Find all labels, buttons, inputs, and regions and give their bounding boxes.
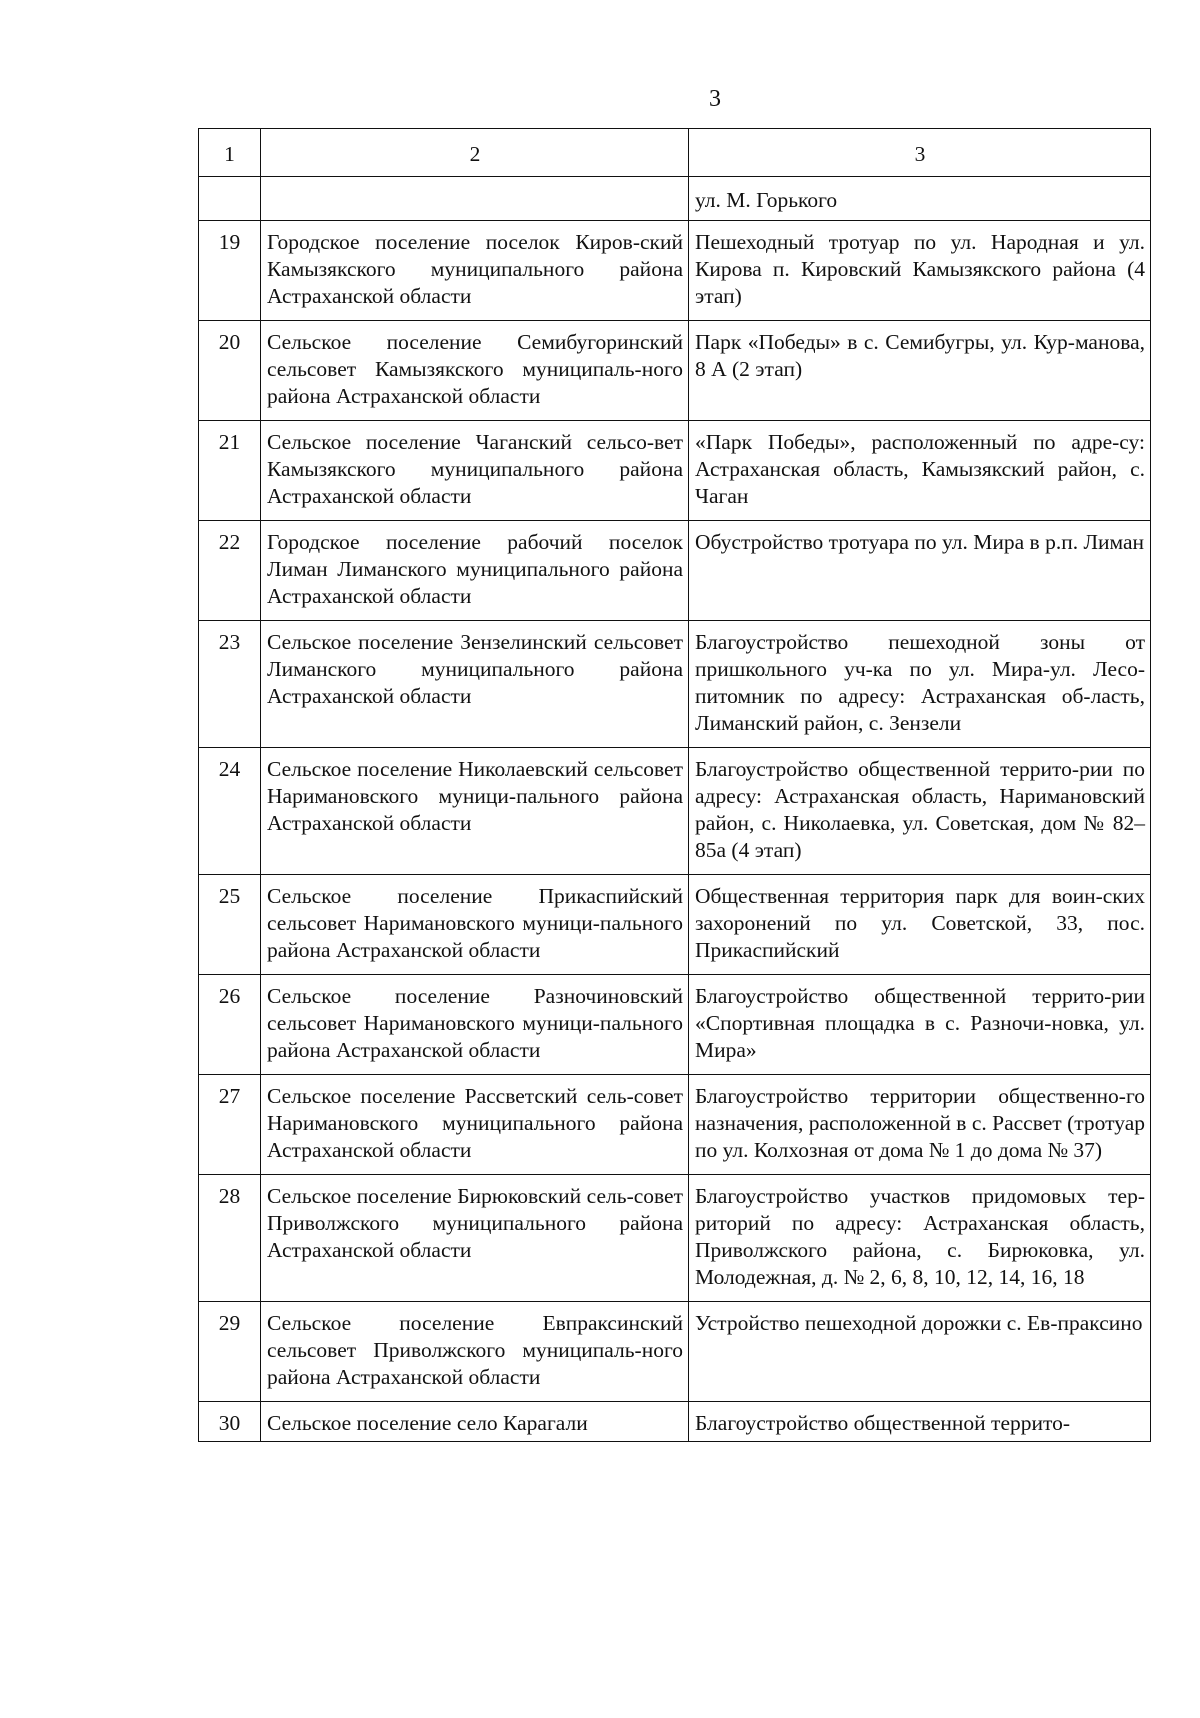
table-row (199, 221, 1151, 321)
municipality-cell: Сельское поселение село Карагали (261, 1402, 689, 1442)
page-number: 3 (709, 86, 721, 112)
municipality-cell: Сельское поселение Семибугоринский сельсовет Камызякского муниципаль-ного района Астраханской области (261, 321, 689, 421)
object-cell: Общественная территория парк для воин-ских захоронений по ул. Советской, 33, пос. Прикаспийский (689, 875, 1151, 975)
table-row (199, 975, 1151, 1075)
object-cell: Благоустройство пешеходной зоны от пришкольного уч-ка по ул. Мира-ул. Лесо-питомник по адресу: Астраханская об-ласть, Лиманский район, с. Зензели (689, 621, 1151, 748)
row-number: 23 (199, 621, 261, 748)
municipality-cell: Сельское поселение Евпраксинский сельсовет Приволжского муниципаль-ного района Астраханской области (261, 1302, 689, 1402)
row-number: 21 (199, 421, 261, 521)
object-cell: Парк «Победы» в с. Семибугры, ул. Кур-манова, 8 А (2 этап) (689, 321, 1151, 421)
table-row (199, 875, 1151, 975)
table-row (199, 621, 1151, 748)
column-header-2: 2 (261, 129, 689, 177)
column-header-1: 1 (199, 129, 261, 177)
municipality-cell: Сельское поселение Николаевский сельсовет Наримановского муници-пального района Астраханской области (261, 748, 689, 875)
row-number: 30 (199, 1402, 261, 1442)
object-cell: Благоустройство общественной террито-рии «Спортивная площадка в с. Разночи-новка, ул. Мира» (689, 975, 1151, 1075)
municipality-cell: Городское поселение рабочий поселок Лиман Лиманского муниципального района Астраханской области (261, 521, 689, 621)
municipality-cell: Сельское поселение Чаганский сельсо-вет Камызякского муниципального района Астраханской области (261, 421, 689, 521)
table-row (199, 1175, 1151, 1302)
municipality-cell (261, 177, 689, 221)
municipality-cell: Сельское поселение Разночиновский сельсовет Наримановского муници-пального района Астраханской области (261, 975, 689, 1075)
object-cell: Благоустройство общественной террито- (689, 1402, 1151, 1442)
table-row (199, 748, 1151, 875)
municipality-cell: Сельское поселение Зензелинский сельсовет Лиманского муниципального района Астраханской области (261, 621, 689, 748)
table-row (199, 521, 1151, 621)
row-number: 27 (199, 1075, 261, 1175)
object-cell: Благоустройство общественной террито-рии по адресу: Астраханская область, Наримановский район, с. Николаевка, ул. Советская, дом № 82–85а (4 этап) (689, 748, 1151, 875)
table-row-continuation (199, 177, 1151, 221)
municipality-cell: Сельское поселение Прикаспийский сельсовет Наримановского муници-пального района Астраханской области (261, 875, 689, 975)
table-header-row (199, 129, 1151, 177)
object-cell: Пешеходный тротуар по ул. Народная и ул. Кирова п. Кировский Камызякского района (4 этап) (689, 221, 1151, 321)
row-number (199, 177, 261, 221)
table-row (199, 421, 1151, 521)
row-number: 29 (199, 1302, 261, 1402)
row-number: 25 (199, 875, 261, 975)
municipality-cell: Сельское поселение Рассветский сель-совет Наримановского муниципального района Астраханской области (261, 1075, 689, 1175)
table-row (199, 321, 1151, 421)
row-number: 26 (199, 975, 261, 1075)
object-cell: Обустройство тротуара по ул. Мира в р.п. Лиман (689, 521, 1151, 621)
object-cell: Благоустройство территории общественно-го назначения, расположенной в с. Рассвет (тротуар по ул. Колхозная от дома № 1 до дома № 37) (689, 1075, 1151, 1175)
row-number: 24 (199, 748, 261, 875)
object-cell: «Парк Победы», расположенный по адре-су: Астраханская область, Камызякский район, с. Чаган (689, 421, 1151, 521)
object-cell: Благоустройство участков придомовых тер-риторий по адресу: Астраханская область, Приволжского района, с. Бирюковка, ул. Молодежная, д. № 2, 6, 8, 10, 12, 14, 16, 18 (689, 1175, 1151, 1302)
object-cell: Устройство пешеходной дорожки с. Ев-праксино (689, 1302, 1151, 1402)
row-number: 28 (199, 1175, 261, 1302)
municipality-cell: Городское поселение поселок Киров-ский Камызякского муниципального района Астраханской области (261, 221, 689, 321)
row-number: 19 (199, 221, 261, 321)
row-number: 22 (199, 521, 261, 621)
row-number: 20 (199, 321, 261, 421)
table-row (199, 1302, 1151, 1402)
table-row (199, 1075, 1151, 1175)
column-header-3: 3 (689, 129, 1151, 177)
object-cell: ул. М. Горького (689, 177, 1151, 221)
municipality-cell: Сельское поселение Бирюковский сель-совет Приволжского муниципального района Астраханской области (261, 1175, 689, 1302)
table-row (199, 1402, 1151, 1442)
municipalities-table (198, 128, 1151, 1442)
